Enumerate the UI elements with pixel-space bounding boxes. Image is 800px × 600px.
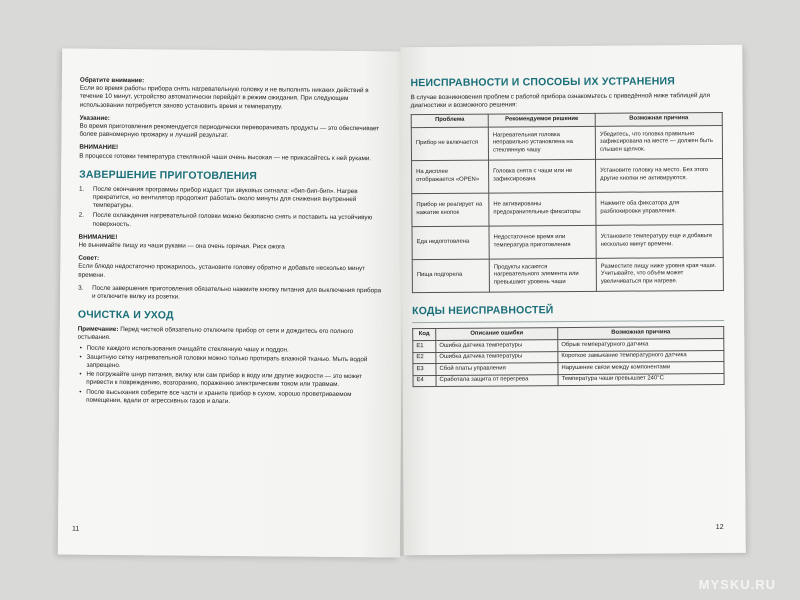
page-number: 12 [715, 523, 724, 532]
table-cell: Короткое замыкание температурного датчика [558, 350, 724, 363]
table-cell: E1 [413, 341, 436, 353]
warning-hot-bowl-title: ВНИМАНИЕ! [79, 144, 119, 152]
table-row [412, 191, 723, 226]
tip-title: Совет: [78, 254, 100, 263]
finish-list [79, 185, 385, 231]
list-number: 1. [78, 185, 85, 193]
table-header-cell: Возможная причина [595, 113, 722, 126]
table-cell: Нажмите оба фиксатора для разблокировки управления. [596, 191, 723, 225]
note-hint-text: Во время приготовления рекомендуется периодически переворачивать продукты — это обеспечивает более равномерную прожарку и лучший результат. [79, 122, 380, 140]
warning-food-hot [78, 234, 384, 253]
list-text: После окончания программы прибор издаст три звуковых сигнала: «бип-бип-бип». Нагрев прекратится, но вентилятор продолжит работать около минуты для снижения внутренней температуры. [92, 185, 358, 210]
bullet-item: • Защитную сетку нагревательной головки можно только протирать влажной тканью. Мыть водой запрещено. [77, 354, 383, 373]
heading-cleaning: ОЧИСТКА И УХОД [77, 308, 174, 322]
cleaning-bullets [77, 344, 384, 407]
list-number: 3. [78, 284, 84, 292]
table-cell: На дисплее отображается «OPEN» [412, 160, 489, 194]
bullet-item: • После высыхания соберите все части и храните прибор в сухом, хорошо проветриваемом помещении, вдали от агрессивных газов и влаги. [77, 388, 383, 407]
table-cell: E2 [413, 352, 436, 364]
table-header-cell: Возможная причина [558, 326, 724, 340]
table-cell: Еда недоготовлена [412, 226, 489, 260]
table-cell: Температура чаши превышает 240°C [558, 373, 724, 386]
note-hint-title: Указание: [79, 114, 110, 122]
table-cell: E4 [413, 375, 436, 387]
table-header-cell: Код [413, 328, 436, 341]
list-item [78, 285, 384, 304]
table-cell: Убедитесь, что головка правильно зафиксирована на месте — должен быть слышен щелчок. [595, 125, 722, 159]
list-text: После охлаждения нагревательной головки можно безопасно снять и поставить на устойчивую поверхность. [92, 212, 373, 228]
table-header-cell: Описание ошибки [436, 328, 558, 341]
table-cell: Установите головку на место. Без этого другие кнопки не активируются. [596, 158, 723, 192]
tip-text: Если блюдо недостаточно прожарилось, установите головку обратно и добавьте несколько минут времени. [78, 263, 366, 279]
faults-table [411, 112, 724, 293]
list-text: После завершения приготовления обязательно нажмите кнопку питания для выключения прибора и отключите вилку из розетки. [92, 284, 382, 301]
right-page-content [410, 73, 724, 388]
heading-error-codes: КОДЫ НЕИСПРАВНОСТЕЙ [412, 304, 554, 318]
table-header-cell: Проблема [411, 114, 488, 127]
note-attention-title: Обратите внимание: [79, 76, 145, 85]
warning-hot-bowl [79, 144, 385, 163]
table-cell: Сработала защита от перегрева [436, 375, 558, 387]
list-item [79, 185, 385, 212]
table-cell: Недостаточное время или температура приготовления [489, 225, 596, 259]
table-cell: Сбой платы управления [436, 363, 558, 375]
right-page [400, 45, 746, 555]
table-cell: Разместите пищу ниже уровня края чаши. Учитывайте, что объём может увеличиваться при нагреве. [596, 257, 723, 291]
table-cell: Прибор не включается [411, 127, 488, 161]
table-cell: Нагревательная головка неправильно установлена на стеклянную чашу [488, 126, 595, 160]
cleaning-note [78, 326, 384, 345]
left-page [58, 49, 404, 558]
table-row [412, 257, 723, 292]
left-page-content [77, 77, 386, 413]
table-row [411, 125, 722, 160]
table-cell: Ошибка датчика температуры [436, 352, 558, 364]
watermark: MYSKU.RU [698, 577, 776, 592]
table-cell: Обрыв температурного датчика [558, 339, 724, 352]
page-number: 11 [71, 525, 80, 533]
bullet-item: • Не погружайте шнур питания, вилку или сам прибор в воду или другие жидкости — это может привести к повреждению, возгоранию, поражению электрическим током или травмам. [77, 371, 383, 390]
heading-finish-cooking: ЗАВЕРШЕНИЕ ПРИГОТОВЛЕНИЯ [79, 168, 258, 183]
table-cell: E3 [413, 364, 436, 376]
heading-faults: НЕИСПРАВНОСТИ И СПОСОБЫ ИХ УСТРАНЕНИЯ [410, 75, 676, 90]
table-cell: Установите температуру еще и добавьте несколько минут времени. [596, 224, 723, 258]
table-row [413, 373, 724, 387]
table-cell: Продукты касаются нагревательного элемента или превышают уровень чаши [489, 258, 596, 292]
table-cell: Головка снята с чаши или не зафиксирована [489, 159, 596, 193]
cleaning-note-text: Перед чисткой обязательно отключите прибор от сети и дождитесь его полного остывания. [77, 326, 354, 342]
finish-list-continued [78, 285, 384, 304]
note-attention-text: Если во время работы прибора снять нагревательную головку и не выполнять никаких действий в течение 10 минут, устройство автоматически перейдёт в режим ожидания. При следующем использовании потребуется заново установить время и температуру. [79, 84, 369, 111]
list-item [79, 212, 385, 231]
bullet-item: • После каждого использования очищайте стеклянную чашу и поддон. [78, 344, 384, 355]
warning-food-hot-title: ВНИМАНИЕ! [78, 233, 118, 241]
divider [412, 320, 724, 323]
table-cell: Пища подгорела [412, 259, 489, 293]
note-attention [80, 77, 386, 112]
warning-food-hot-text: Не вынимайте пищу из чаши руками — она очень горячая. Риск ожога [78, 241, 285, 251]
note-hint [79, 114, 385, 141]
table-row [412, 224, 723, 259]
error-codes-table [412, 326, 724, 388]
table-cell: Прибор не реагирует на нажатие кнопок [412, 193, 489, 227]
table-cell: Ошибка датчика температуры [436, 340, 558, 352]
faults-intro: В случае возникновения проблем с работой прибора ознакомьтесь с приведённой ниже таблицей для диагностики и возможного решения: [410, 92, 711, 110]
list-number: 2. [78, 212, 85, 220]
warning-hot-bowl-text: В процессе готовки температура стеклянной чаши очень высокая — не прикасайтесь к ней руками. [79, 152, 372, 162]
table-cell: Нарушение связи между компонентами [558, 362, 724, 375]
table-cell: Не активированы предохранительные фиксаторы [489, 192, 596, 226]
cleaning-note-label: Примечание: [77, 325, 119, 334]
table-row [412, 158, 723, 193]
tip [78, 255, 384, 282]
table-header-cell: Рекомендуемое решение [488, 114, 595, 127]
